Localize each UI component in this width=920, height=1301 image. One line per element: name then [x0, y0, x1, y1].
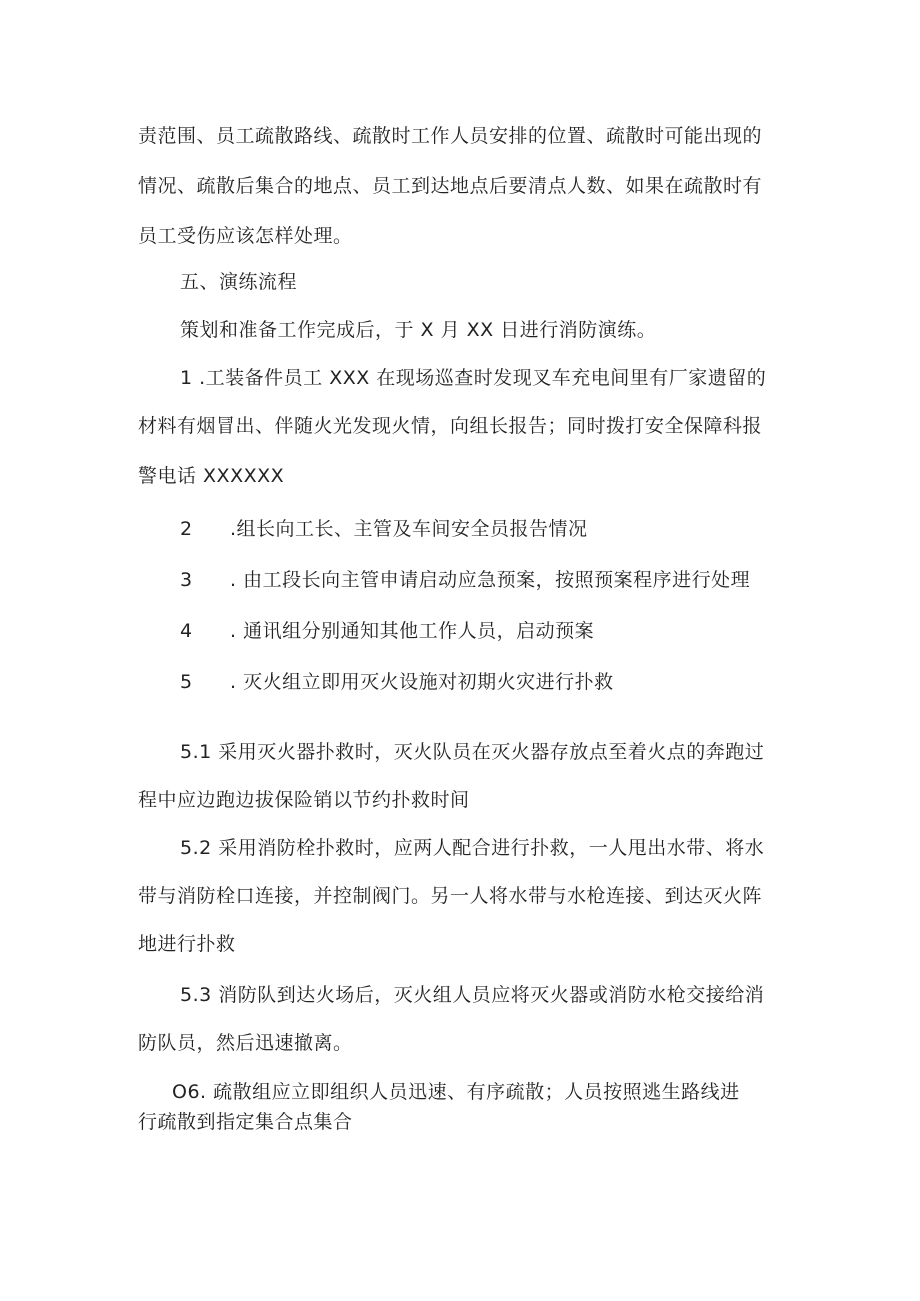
plan-paragraph: 策划和准备工作完成后，于 X 月 XX 日进行消防演练。 [180, 319, 657, 341]
section-heading: 五、演练流程 [180, 271, 298, 293]
item-text: . 灭火组立即用灭火设施对初期火灾进行扑救 [230, 671, 614, 693]
item-number: 5 [180, 671, 193, 693]
item-number: 2 [180, 518, 193, 540]
item1-line-3: 警电话 XXXXXX [138, 465, 285, 487]
item6-line-2: 行疏散到指定集合点集合 [138, 1111, 353, 1133]
item6-line-1: O6. 疏散组应立即组织人员迅速、有序疏散；人员按照逃生路线进 [172, 1081, 740, 1103]
item5-2-line-1: 5.2 采用消防栓扑救时，应两人配合进行扑救，一人甩出水带、将水 [180, 837, 765, 859]
item5-2-line-2: 带与消防栓口连接，并控制阀门。另一人将水带与水枪连接、到达灭火阵 [138, 885, 763, 907]
item1-line-2: 材料有烟冒出、伴随火光发现火情，向组长报告；同时拨打安全保障科报 [138, 415, 763, 437]
intro-line-1: 责范围、员工疏散路线、疏散时工作人员安排的位置、疏散时可能出现的 [138, 125, 763, 147]
item5-2-line-3: 地进行扑救 [138, 933, 236, 955]
item-text: . 由工段长向主管申请启动应急预案，按照预案程序进行处理 [230, 569, 751, 591]
item-text: . 通讯组分别通知其他工作人员，启动预案 [230, 620, 595, 642]
intro-line-3: 员工受伤应该怎样处理。 [138, 225, 353, 247]
item1-line-1: 1 .工装备件员工 XXX 在现场巡查时发现叉车充电间里有厂家遗留的 [180, 367, 767, 389]
item-text: .组长向工长、主管及车间安全员报告情况 [230, 518, 588, 540]
item5-1-line-2: 程中应边跑边拔保险销以节约扑救时间 [138, 789, 470, 811]
item5-3-line-1: 5.3 消防队到达火场后，灭火组人员应将灭火器或消防水枪交接给消 [180, 984, 765, 1006]
item5-3-line-2: 防队员，然后迅速撤离。 [138, 1032, 353, 1054]
intro-line-2: 情况、疏散后集合的地点、员工到达地点后要清点人数、如果在疏散时有 [138, 175, 763, 197]
item-number: 4 [180, 620, 193, 642]
item-number: 3 [180, 569, 193, 591]
item5-1-line-1: 5.1 采用灭火器扑救时，灭火队员在灭火器存放点至着火点的奔跑过 [180, 741, 765, 763]
